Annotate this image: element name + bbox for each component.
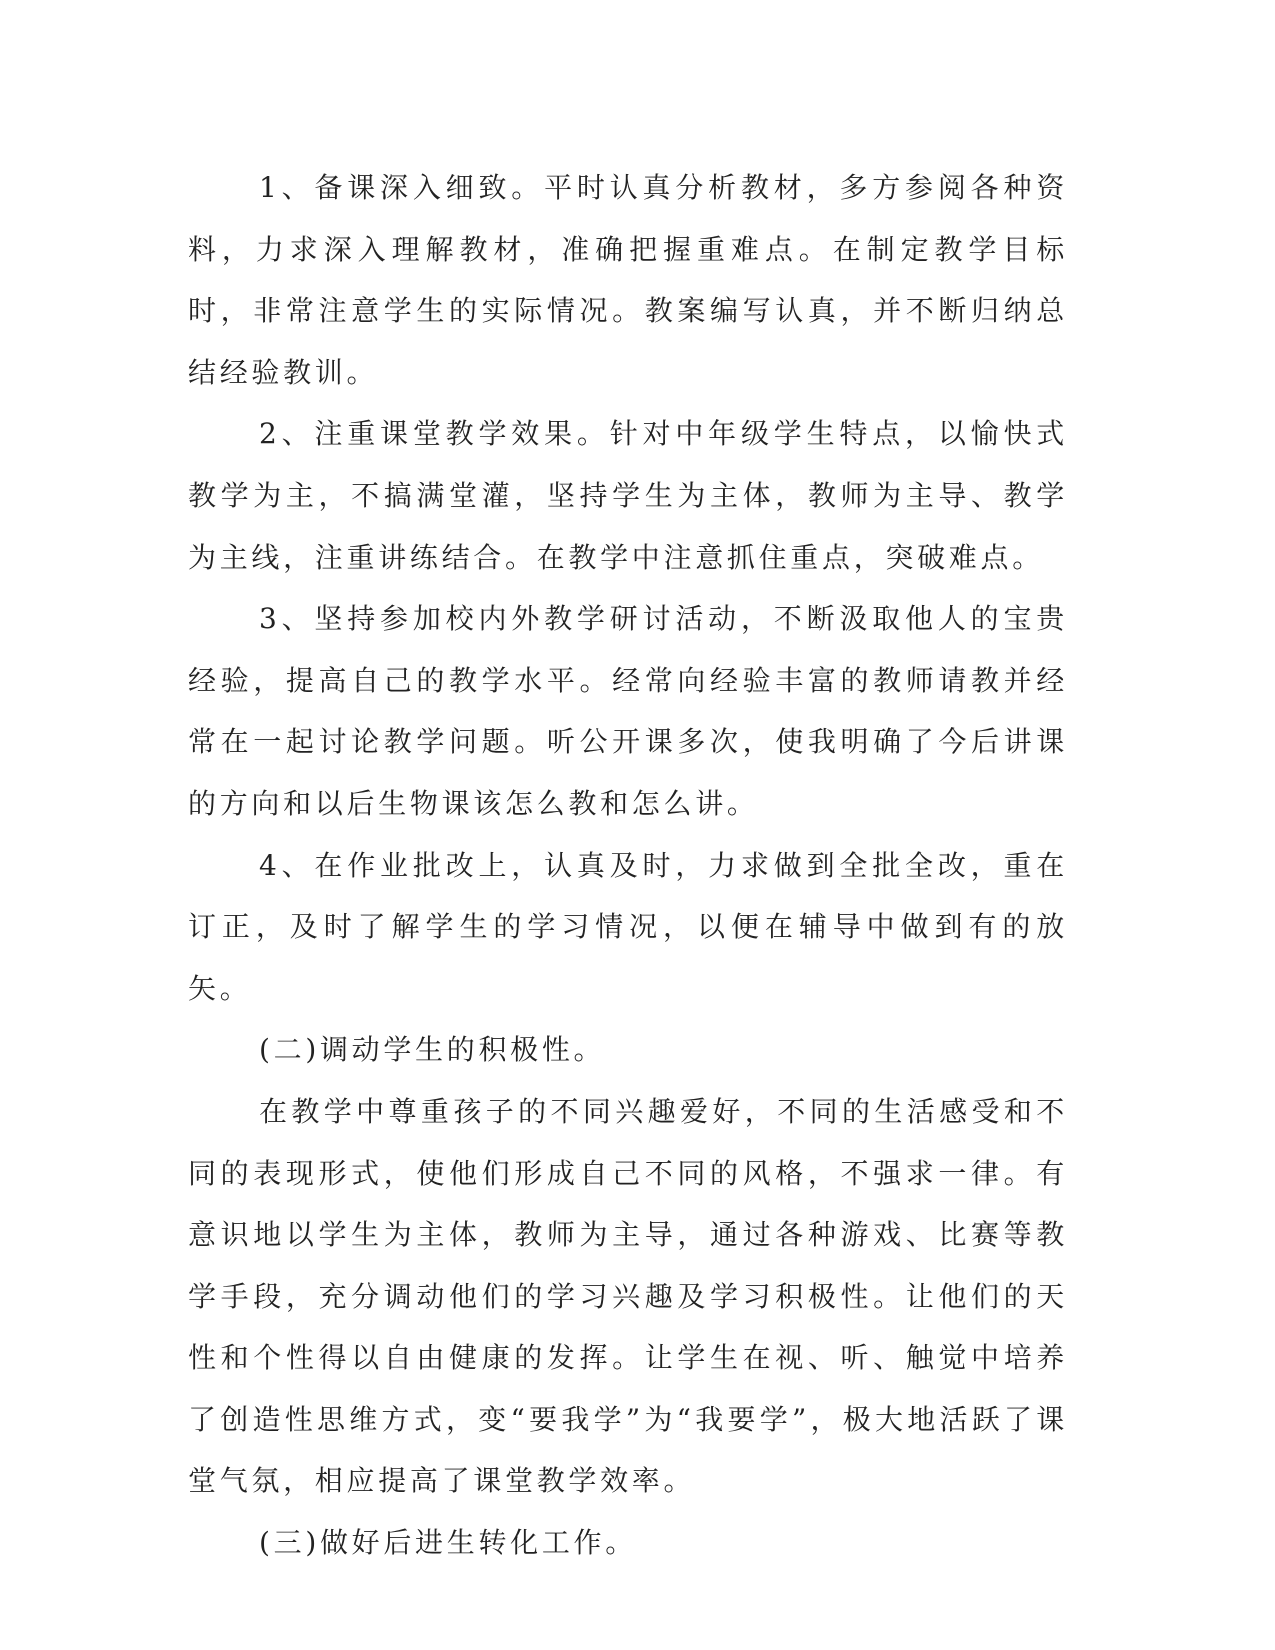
section-heading-struggling-students: (三)做好后进生转化工作。 <box>259 1526 637 1560</box>
paragraph-motivation: 在教学中尊重孩子的不同兴趣爱好，不同的生活感受和不同的表现形式，使他们形成自己不同的风格，不强求一律。有意识地以学生为主体，教师为主导，通过各种游戏、比赛等教学手段，充分调动他们的学习兴趣及学习积极性。让他们的天性和个性得以自由健康的发挥。让学生在视、听、触觉中培养了创造性思维方式，变“要我学”为“我要学”，极大地活跃了课堂气氛，相应提高了课堂教学效率。 <box>188 1094 1068 1498</box>
section-heading-motivation: (二)调动学生的积极性。 <box>259 1033 606 1067</box>
paragraph-lesson-preparation: 1、备课深入细致。平时认真分析教材，多方参阅各种资料，力求深入理解教材，准确把握重难点。在制定教学目标时，非常注意学生的实际情况。教案编写认真，并不断归纳总结经验教训。 <box>188 171 1068 389</box>
paragraph-teaching-research: 3、坚持参加校内外教学研讨活动，不断汲取他人的宝贵经验，提高自己的教学水平。经常向经验丰富的教师请教并经常在一起讨论教学问题。听公开课多次，使我明确了今后讲课的方向和以后生物课该怎么教和怎么讲。 <box>188 602 1068 820</box>
document-body <box>188 157 1068 1574</box>
paragraph-homework-correction: 4、在作业批改上，认真及时，力求做到全批全改，重在订正，及时了解学生的学习情况，以便在辅导中做到有的放矢。 <box>188 848 1068 1005</box>
paragraph-classroom-effect: 2、注重课堂教学效果。针对中年级学生特点，以愉快式教学为主，不搞满堂灌，坚持学生为主体，教师为主导、教学为主线，注重讲练结合。在教学中注意抓住重点，突破难点。 <box>188 417 1068 574</box>
